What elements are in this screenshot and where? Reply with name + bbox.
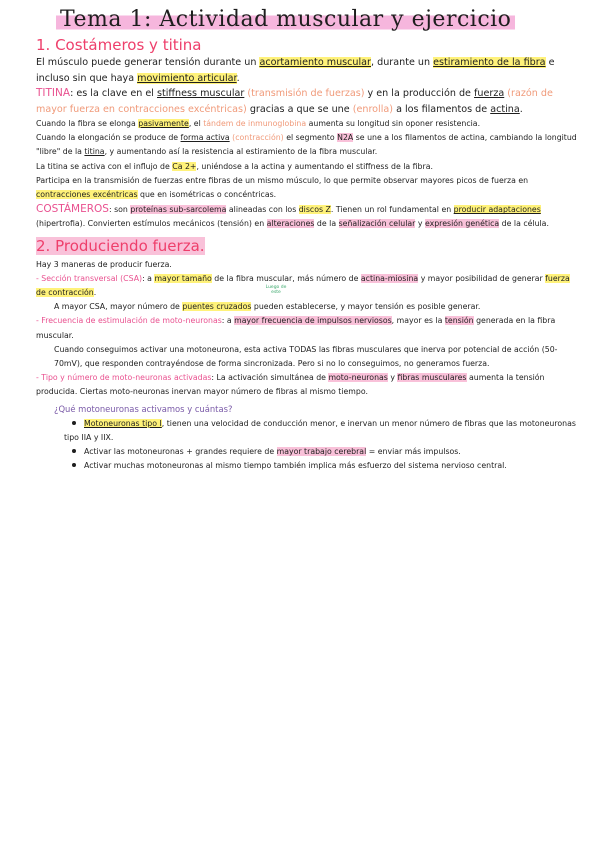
margin-note: Luego de este [265,285,287,295]
costameros-term: COSTÁMEROS [36,203,109,216]
section-heading-2: 2. Produciendo fuerza. [36,236,205,255]
frecuencia-detail: Cuando conseguimos activar una motoneurona, esta activa TODAS las fibras musculares que inerva por potencial de acción (50-70mV), que responden contrayéndose de forma sincronizada. Pero si no lo conseguimos, no generamos fuerza. [54,344,558,369]
titina-term: TITINA [36,87,71,99]
bullet-csa: - Sección transversal (CSA): a mayor tamaño de la fibra muscular, más número de actina-miosina y mayor posibilidad de generar fuerza de contracción. [36,273,570,298]
intro-paragraph: El músculo puede generar tensión durante un acortamiento muscular, durante un estiramiento de la fibra e incluso sin que haya movimiento articular. [36,57,555,84]
list-item: Activar muchas motoneuronas al mismo tiempo también implica más esfuerzo del sistema nervioso central. [36,459,578,473]
section-heading-1: 1. Costámeros y titina [36,36,202,54]
bullet-dot-icon [72,463,76,467]
titina-paragraph: TITINA: es la clave en el stiffness muscular (transmisión de fuerzas) y en la producción de fuerza (razón de mayor fuerza en contracciones excéntricas) gracias a que se une (enrolla) a los filamentos de actina. [36,87,553,115]
activa-paragraph: Cuando la elongación se produce de forma activa (contracción) el segmento N2A se une a los filamentos de actina, cambiando la longitud "libre" de la titina, y aumentando así la resistencia al estiramiento de la fibra muscular. [36,133,577,157]
calcio-paragraph: La titina se activa con el influjo de Ca 2+, uniéndose a la actina y aumentando el stiffness de la fibra. [36,161,433,171]
costameros-paragraph: COSTÁMEROS: son proteínas sub-sarcolema alineadas con los discos Z. Tienen un rol fundamental en producir adaptaciones (hipertrofia). Convierten estímulos mecánicos (tensión) en alteraciones de la señalización celular y expresión genética de la célula. [36,203,549,229]
list-item: Activar las motoneuronas + grandes requiere de mayor trabajo cerebral = enviar más impulsos. [36,445,578,459]
elonga-paragraph: Cuando la fibra se elonga pasivamente, el tándem de inmunoglobina aumenta su longitud sin oponer resistencia. [36,119,481,128]
participa-paragraph: Participa en la transmisión de fuerzas entre fibras de un mismo músculo, lo que permite observar mayores picos de fuerza en contracciones excéntricas que en isométricas o concéntricas. [36,175,529,200]
list-item: Motoneuronas tipo I, tienen una velocidad de conducción menor, e inervan un menor número de fibras que las motoneuronas tipo IIA y IIX. [64,418,576,442]
bullet-dot-icon [72,449,76,453]
csa-detail: A mayor CSA, mayor número de puentes cruzados pueden establecerse, y mayor tensión es posible generar. [54,302,481,312]
section2-intro: Hay 3 maneras de producir fuerza. [36,259,172,269]
bullet-tipo: - Tipo y número de moto-neuronas activadas: La activación simultánea de moto-neuronas y fibras musculares aumenta la tensión producida. Ciertas moto-neuronas inervan mayor número de fibras al mismo tiempo. [36,373,545,397]
subquestion: ¿Qué motoneuronas activamos y cuántas? [54,403,233,414]
bullet-dot-icon [72,421,76,425]
page-title: Tema 1: Actividad muscular y ejercicio [56,6,578,34]
bullet-frecuencia: - Frecuencia de estimulación de moto-neuronas: a mayor frecuencia de impulsos nerviosos, mayor es la tensión generada en la fibra muscular. [36,316,556,340]
